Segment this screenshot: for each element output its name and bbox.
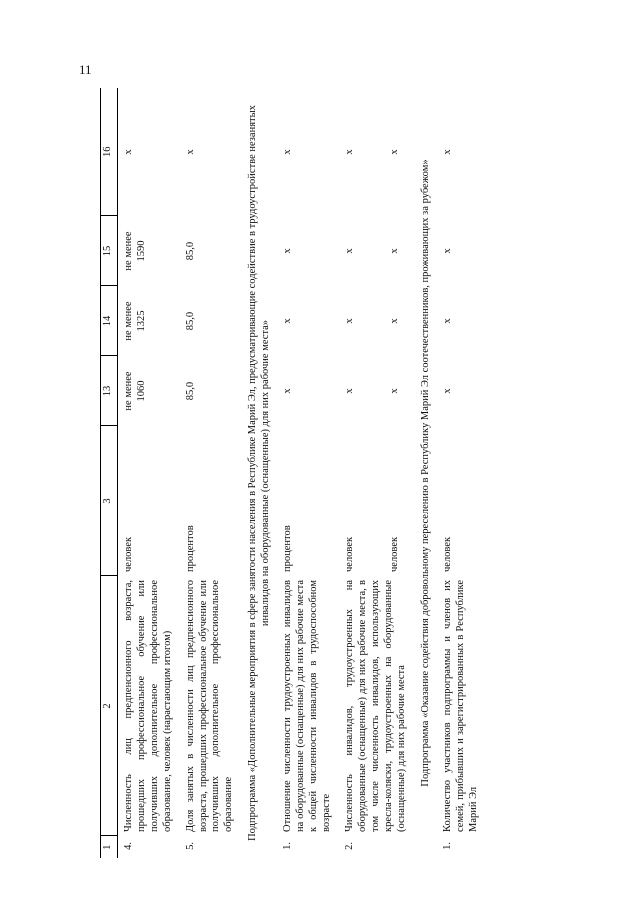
col-header: 15	[101, 216, 118, 286]
value: x	[344, 248, 356, 254]
indicator-name: Отношение численности трудоустроенных инвалидов на оборудованные (оснащенные) для них рабочие места к общей численности инвалидов в трудоспособном возрасте	[282, 580, 333, 832]
subprogram-title: Подпрограмма «Дополнительные мероприятия в сфере занятости населения в Республике Марий Эл, предусматривающие содействие в трудоустройстве незанятых инвалидов на оборудованные (оснащенные) для них рабочие места»	[247, 105, 271, 841]
table-row	[277, 88, 339, 858]
indicator-name: Численность лиц предпенсионного возраста, прошедших профессиональное обучение или получивших дополнительное профессиональное образование, человек (нарастающим итогом)	[123, 580, 173, 832]
subprogram-heading-row	[414, 88, 438, 858]
value-sub: x	[388, 248, 400, 254]
value-col-13: не менее 1060	[123, 371, 147, 411]
col-header: 3	[101, 426, 118, 576]
table-row	[437, 88, 486, 858]
value-col-15: x	[442, 248, 454, 254]
indicator-name: Количество участников подпрограммы и членов их семей, прибывших и зарегистрированных в Республике Марий Эл	[442, 580, 479, 832]
indicators-table	[100, 88, 486, 858]
value-col-15: не менее 1590	[123, 231, 147, 271]
value-col-16: x	[282, 149, 294, 155]
subprogram-title: Подпрограмма «Оказание содействия добровольному переселению в Республику Марий Эл соотечественников, проживающих за рубежом»	[419, 159, 431, 787]
unit-sub: человек	[388, 536, 400, 572]
value-col-13: 85,0	[184, 381, 196, 401]
unit: человек	[123, 536, 134, 572]
col-header: 14	[101, 286, 118, 356]
value: x	[344, 388, 356, 394]
table-row	[339, 88, 414, 858]
value-sub: x	[388, 388, 400, 394]
value-col-16	[339, 88, 414, 216]
value-sub: x	[388, 318, 400, 324]
value: x	[344, 318, 356, 324]
unit: процентов	[184, 525, 196, 572]
col-header: 13	[101, 356, 118, 426]
value-col-16: x	[123, 149, 134, 155]
value-sub: x	[388, 149, 400, 155]
value-col-14	[339, 286, 414, 356]
value-col-16: x	[442, 149, 454, 155]
value-col-15: x	[282, 248, 294, 254]
row-number: 4.	[123, 842, 134, 850]
table-row	[118, 88, 180, 858]
indicator-name: Доля занятых в численности лиц предпенсионного возраста, прошедших профессиональное обучение или получивших дополнительное профессиональное образование	[184, 580, 235, 832]
page-number: 11	[79, 62, 92, 77]
value: x	[344, 149, 356, 155]
col-header: 16	[101, 88, 118, 216]
unit-cell	[339, 426, 414, 576]
row-number: 5.	[184, 842, 196, 850]
row-number: 1.	[282, 842, 294, 850]
row-number: 2.	[344, 842, 356, 850]
column-header-row	[101, 88, 118, 858]
unit: процентов	[282, 525, 294, 572]
row-number: 1.	[442, 842, 454, 850]
rotated-table-container	[100, 88, 540, 858]
table-row	[180, 88, 242, 858]
indicator-name: Численность инвалидов, трудоустроенных на оборудованные (оснащенные) для них рабочие места, в том числе численность инвалидов, использующих кресла-коляски, трудоустроенных на оборудованные (оснащенные) для них рабочие места	[344, 580, 407, 832]
value-col-13: x	[282, 388, 294, 394]
unit: человек	[344, 536, 356, 572]
value-col-14: 85,0	[184, 311, 196, 331]
col-header: 1	[101, 836, 118, 858]
subprogram-heading-row	[241, 88, 277, 858]
value-col-13: x	[442, 388, 454, 394]
value-col-14: не менее 1325	[123, 301, 147, 341]
value-col-14: x	[282, 318, 294, 324]
value-col-14: x	[442, 318, 454, 324]
value-col-15: 85,0	[184, 241, 196, 261]
value-col-13	[339, 356, 414, 426]
unit: человек	[442, 536, 454, 572]
value-col-15	[339, 216, 414, 286]
col-header: 2	[101, 576, 118, 836]
value-col-16: x	[184, 149, 196, 155]
